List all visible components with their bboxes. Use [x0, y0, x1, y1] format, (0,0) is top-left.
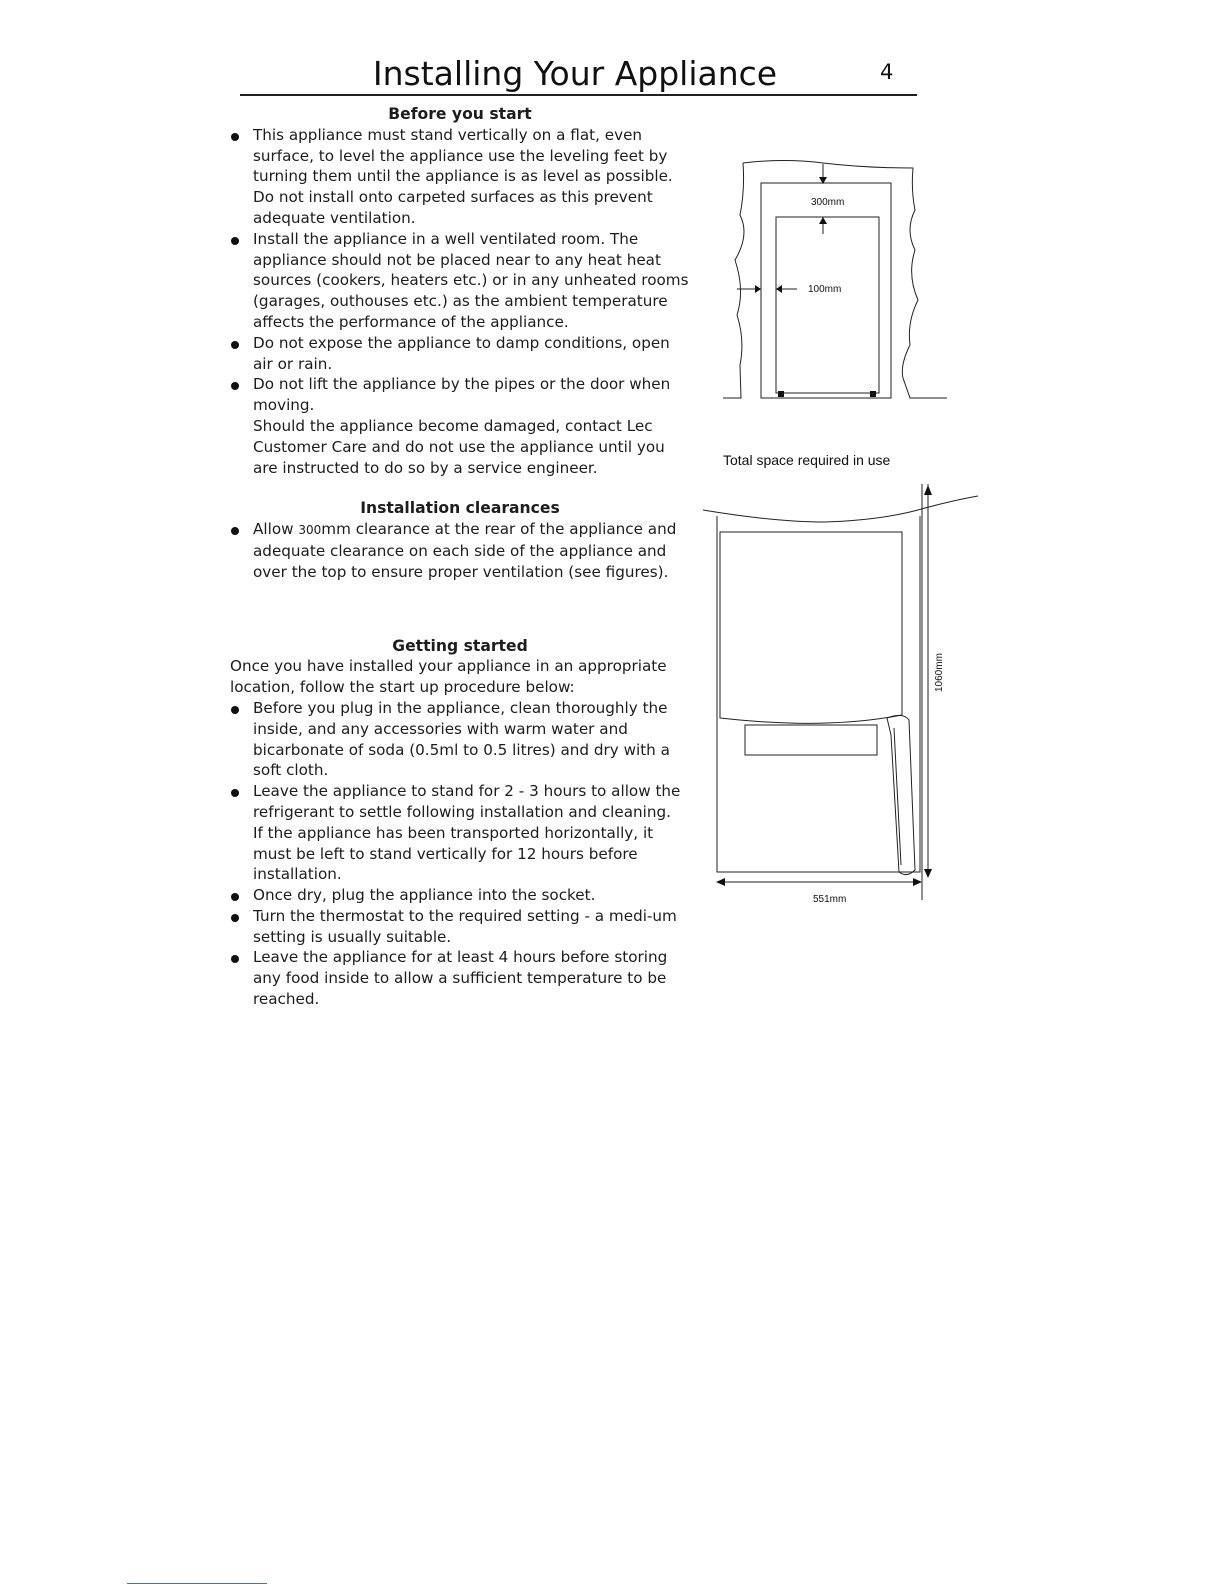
list-item-text: Leave the appliance to stand for 2 - 3 hours to allow the refrigerant to settle following installation and cleaning.: [253, 782, 681, 821]
arrow-right-icon: [913, 878, 922, 886]
height-label: 1060mm: [934, 653, 945, 692]
list-item: Turn the thermostat to the required setting - a medi-um setting is usually suitable.: [230, 906, 690, 948]
list-item: [230, 374, 690, 478]
arrow-up-icon: [819, 217, 827, 224]
installation-clearances-list: [230, 519, 690, 582]
getting-started-list: [230, 698, 690, 1010]
cabinet-outline: [717, 516, 920, 872]
title-rule: [240, 94, 917, 96]
footer-link-underline: [127, 1583, 267, 1584]
wall-outline: [743, 161, 947, 399]
clearance-prefix: Allow: [253, 520, 299, 539]
before-you-start-heading: Before you start: [388, 105, 532, 123]
top-view-clearance-figure: [715, 150, 955, 410]
front-view-dimensions-figure: [695, 480, 985, 920]
wall-outline-left: [723, 163, 744, 398]
list-item: Do not expose the appliance to damp conditions, open air or rain.: [230, 333, 690, 375]
clearance-text: mm clearance at the rear of the appliance and adequate clearance on each side of the appliance and over the top to ensure proper ventilation (see figures).: [253, 520, 677, 581]
arrow-up-icon: [924, 485, 932, 495]
arrow-right-icon: [755, 285, 761, 293]
list-item: [230, 781, 690, 885]
arrow-left-icon: [716, 878, 725, 886]
appliance-foot: [778, 391, 784, 397]
list-item: Before you plug in the appliance, clean thoroughly the inside, and any accessories with warm water and bicarbonate of soda (0.5ml to 0.5 litres) and dry with a soft cloth.: [230, 698, 690, 781]
list-item: This appliance must stand vertically on a flat, even surface, to level the appliance use the leveling feet by turning them until the appliance is as level as possible. Do not install onto carpeted surfaces as this prevent adequate ventilation.: [230, 125, 690, 229]
clearance-value: 300: [298, 523, 322, 538]
side-clearance-label: 100mm: [808, 284, 842, 295]
lower-compartment: [745, 725, 877, 755]
appliance-foot: [870, 391, 876, 397]
page-title: Installing Your Appliance: [372, 54, 778, 93]
list-item: [230, 519, 690, 582]
main-text-column: [230, 104, 690, 1010]
arrow-down-icon: [924, 869, 932, 878]
damage-note: Should the appliance become damaged, contact Lec Customer Care and do not use the appliance until you are instructed to do so by a service engineer.: [253, 416, 665, 477]
list-item-text: Do not lift the appliance by the pipes or the door when moving.: [253, 375, 671, 415]
installation-clearances-heading: Installation clearances: [360, 499, 560, 518]
figure-caption: Total space required in use: [723, 452, 891, 468]
page-number: 4: [880, 60, 894, 84]
list-item: Once dry, plug the appliance into the socket.: [230, 885, 690, 906]
upper-door: [720, 532, 902, 723]
list-item: Install the appliance in a well ventilated room. The appliance should not be placed near to any heat heat sources (cookers, heaters etc.) or in any unheated rooms (garages, outhouses etc.) as the ambient temperature affects the performance of the appliance.: [230, 229, 690, 333]
list-item: Leave the appliance for at least 4 hours before storing any food inside to allow a sufficient temperature to be reached.: [230, 947, 690, 1009]
width-label: 551mm: [813, 894, 847, 905]
open-door: [887, 715, 915, 874]
arrow-left-icon: [776, 285, 782, 293]
wall-outline: [703, 496, 978, 522]
transport-note: If the appliance has been transported horizontally, it must be left to stand vertically for 12 hours before installation.: [253, 823, 654, 884]
getting-started-heading: Getting started: [392, 636, 528, 655]
getting-started-intro: Once you have installed your appliance in an appropriate location, follow the start up procedure below:: [230, 657, 667, 697]
before-you-start-list: [230, 125, 690, 479]
top-clearance-label: 300mm: [811, 197, 845, 208]
appliance-body: [776, 217, 879, 393]
